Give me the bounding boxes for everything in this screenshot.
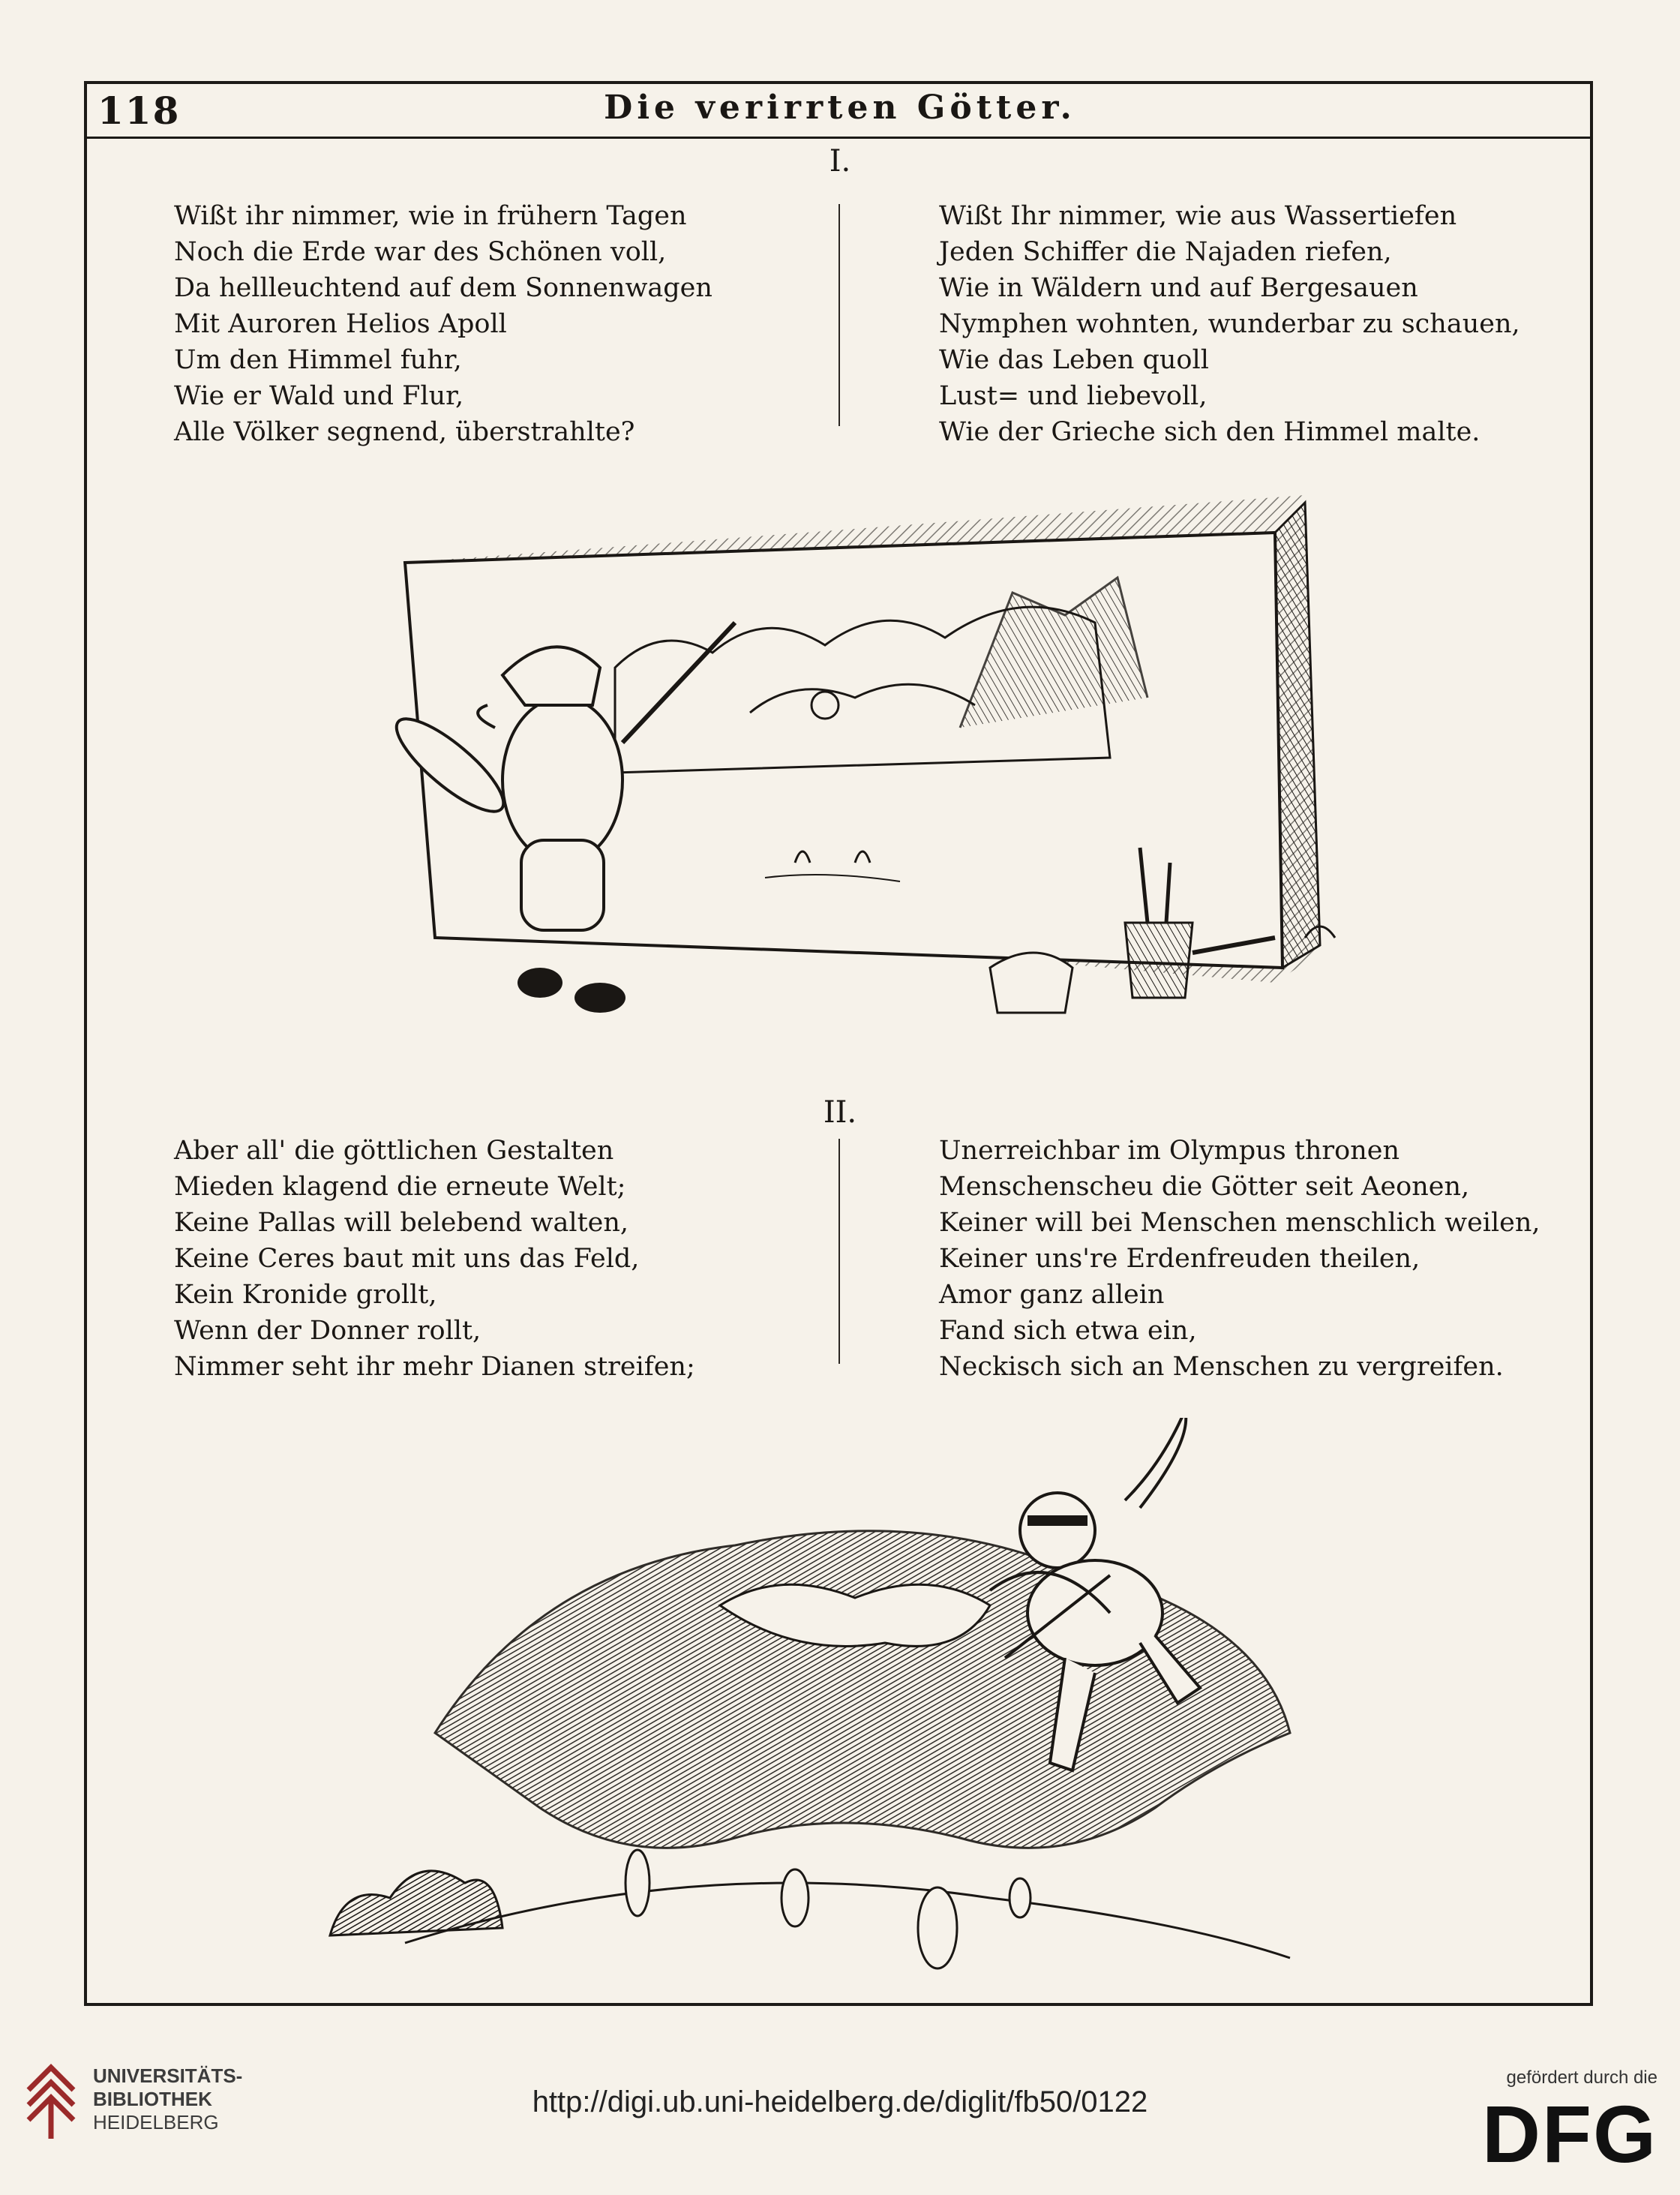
verse-line: Mieden klagend die erneute Welt; (174, 1172, 626, 1202)
verse-line: Aber all' die göttlichen Gestalten (174, 1136, 614, 1166)
permalink-url[interactable]: http://digi.ub.uni-heidelberg.de/diglit/fb50/0122 (532, 2085, 1148, 2118)
verse-line: Nymphen wohnten, wunderbar zu schauen, (939, 309, 1520, 339)
verse-line: Wie der Grieche sich den Himmel malte. (939, 417, 1480, 447)
verse-line: Neckisch sich an Menschen zu vergreifen. (939, 1352, 1504, 1382)
column-divider (838, 204, 840, 426)
verse-line: Um den Himmel fuhr, (174, 345, 462, 375)
library-name-line: UNIVERSITÄTS- (93, 2064, 243, 2087)
verse-line: Keine Pallas will belebend walten, (174, 1208, 629, 1238)
stanza-2-right (939, 1133, 1540, 1385)
verse-line: Noch die Erde war des Schönen voll, (174, 237, 667, 267)
verse-line: Nimmer seht ihr mehr Dianen streifen; (174, 1352, 695, 1382)
page-number: 118 (98, 89, 181, 133)
library-name-line: HEIDELBERG (93, 2111, 219, 2133)
verse-line: Wie das Leben quoll (939, 345, 1209, 375)
verse-line: Wißt Ihr nimmer, wie aus Wassertiefen (939, 201, 1457, 231)
stanza-1-left (174, 198, 712, 450)
section-number-2: II. (823, 1095, 857, 1130)
column-divider (838, 1139, 840, 1364)
verse-line: Unerreichbar im Olympus thronen (939, 1136, 1400, 1166)
verse-line: Keiner uns're Erdenfreuden theilen, (939, 1244, 1420, 1274)
verse-line: Wie er Wald und Flur, (174, 381, 464, 411)
verse-line: Lust= und liebevoll, (939, 381, 1208, 411)
verse-line: Jeden Schiffer die Najaden riefen, (939, 237, 1392, 267)
stanza-2-left (174, 1133, 695, 1385)
poem-title: Die verirrten Götter. (604, 89, 1076, 127)
stanza-1-right (939, 198, 1520, 450)
section-number-1: I. (829, 144, 851, 179)
verse-line: Wenn der Donner rollt, (174, 1316, 482, 1346)
verse-line: Amor ganz allein (939, 1280, 1165, 1310)
dfg-logo: DFG (1482, 2088, 1658, 2179)
library-name-line: BIBLIOTHEK (93, 2088, 212, 2110)
header-rule (84, 137, 1593, 139)
verse-line: Mit Auroren Helios Apoll (174, 309, 507, 339)
verse-line: Menschenscheu die Götter seit Aeonen, (939, 1172, 1470, 1202)
verse-line: Wißt ihr nimmer, wie in frühern Tagen (174, 201, 687, 231)
verse-line: Da hellleuchtend auf dem Sonnenwagen (174, 273, 712, 303)
verse-line: Keiner will bei Menschen menschlich weilen, (939, 1208, 1540, 1238)
funded-by-label: gefördert durch die (1506, 2067, 1658, 2088)
verse-line: Keine Ceres baut mit uns das Feld, (174, 1244, 640, 1274)
verse-line: Wie in Wäldern und auf Bergesauen (939, 273, 1418, 303)
illustration-painter-canvas (375, 488, 1365, 1073)
verse-line: Fand sich etwa ein, (939, 1316, 1197, 1346)
verse-line: Alle Völker segnend, überstrahlte? (174, 417, 635, 447)
illustration-amor-cloud (315, 1418, 1380, 1988)
verse-line: Kein Kronide grollt, (174, 1280, 437, 1310)
